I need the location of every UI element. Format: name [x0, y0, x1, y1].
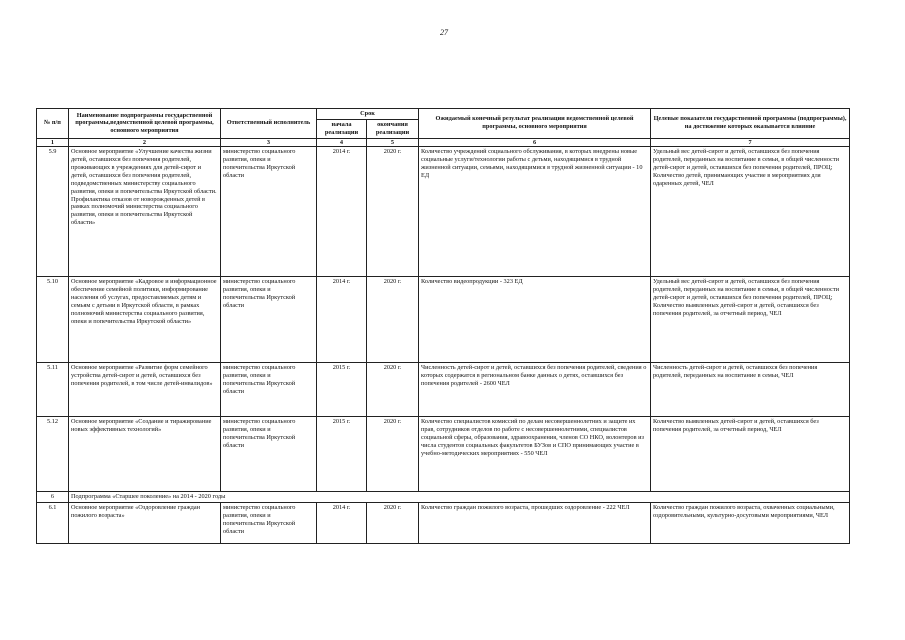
row-number: 5.9 [37, 147, 69, 277]
row-start: 2014 г. [317, 503, 367, 544]
header-indicators: Целевые показатели государственной программы (подпрограммы), на достижение которых оказывается влияние [651, 109, 850, 139]
column-number: 3 [221, 138, 317, 147]
table-row [37, 277, 850, 363]
table-row [37, 503, 850, 544]
header-row [37, 109, 850, 120]
row-measure-name: Основное мероприятие «Развитие форм семейного устройства детей-сирот и детей, оставшихся без попечения родителей, в том числе детей-инвалидов» [69, 363, 221, 417]
row-result: Численность детей-сирот и детей, оставшихся без попечения родителей, сведения о которых содержатся в региональном банке данных о детях, оставшихся без попечения родителей - 2600 ЧЕЛ [419, 363, 651, 417]
column-number: 1 [37, 138, 69, 147]
header-result: Ожидаемый конечный результат реализации ведомственной целевой программы, основного мероприятия [419, 109, 651, 139]
subprogram-number: 6 [37, 492, 69, 503]
row-start: 2015 г. [317, 417, 367, 492]
row-result: Количество видеопродукции - 323 ЕД [419, 277, 651, 363]
row-measure-name: Основное мероприятие «Оздоровление граждан пожилого возраста» [69, 503, 221, 544]
column-numbers-row [37, 138, 850, 147]
row-executor: министерство социального развития, опеки и попечительства Иркутской области [221, 503, 317, 544]
table-row [37, 417, 850, 492]
row-end: 2020 г. [367, 147, 419, 277]
column-number: 5 [367, 138, 419, 147]
row-indicators: Численность детей-сирот и детей, оставшихся без попечения родителей, переданных на воспитание в семьи, ЧЕЛ [651, 363, 850, 417]
table-row [37, 363, 850, 417]
row-number: 5.10 [37, 277, 69, 363]
row-measure-name: Основное мероприятие «Создание и тиражирование новых эффективных технологий» [69, 417, 221, 492]
header-num: № п/п [37, 109, 69, 139]
row-result: Количество граждан пожилого возраста, прошедших оздоровление - 222 ЧЕЛ [419, 503, 651, 544]
header-term: Срок [317, 109, 419, 120]
row-indicators: Удельный вес детей-сирот и детей, оставшихся без попечения родителей, переданных на воспитание в семьи, в общей численности детей-сирот и детей, оставшихся без попечения родителей, ПРОЦ; Количество выявленных детей-сирот и детей, оставшихся без попечения родителей, за отчетный период, ЧЕЛ [651, 277, 850, 363]
row-start: 2014 г. [317, 277, 367, 363]
column-number: 6 [419, 138, 651, 147]
column-number: 4 [317, 138, 367, 147]
header-executor: Ответственный исполнитель [221, 109, 317, 139]
row-result: Количество учреждений социального обслуживания, в которых внедрены новые социальные услуги/технологии работы с детьми, находящимися в трудной жизненной ситуации, семьями, находящимися в трудной жизненной ситуации - 10 ЕД [419, 147, 651, 277]
row-measure-name: Основное мероприятие «Улучшение качества жизни детей, оставшихся без попечения родителей, проживающих в учреждениях для детей-сирот и детей, оставшихся без попечения родителей, подведомственных министерству социального развития, опеки и попечительства Иркутской области. Профилактика отказов от новорожденных детей в рамках полномочий министерства социального развития, опеки и попечительства Иркутской области» [69, 147, 221, 277]
header-end: окончания реализации [367, 119, 419, 138]
row-end: 2020 г. [367, 503, 419, 544]
row-executor: министерство социального развития, опеки и попечительства Иркутской области [221, 363, 317, 417]
measures-table [36, 108, 850, 544]
row-end: 2020 г. [367, 277, 419, 363]
row-result: Количество специалистов комиссий по делам несовершеннолетних и защите их прав, сотрудников отделов по работе с несовершеннолетними, специалистов социальной сферы, образования, здравоохранения, членов СО НКО, волонтеров из числа студентов социальных факультетов БУЗов и СПО принимающих участие в учебно-методических мероприятиях - 550 ЧЕЛ [419, 417, 651, 492]
row-measure-name: Основное мероприятие «Кадровое и информационное обеспечение семейной политики, информирование населения об услугах, предоставляемых детям и семьям с детьми в Иркутской области, в рамках полномочий министерства социального развития, опеки и попечительства Иркутской области» [69, 277, 221, 363]
row-indicators: Количество граждан пожилого возраста, охваченных социальными, оздоровительными, культурно-досуговыми мероприятиями, ЧЕЛ [651, 503, 850, 544]
column-number: 2 [69, 138, 221, 147]
row-executor: министерство социального развития, опеки и попечительства Иркутской области [221, 147, 317, 277]
row-executor: министерство социального развития, опеки и попечительства Иркутской области [221, 277, 317, 363]
page-number: 27 [440, 28, 448, 37]
row-number: 6.1 [37, 503, 69, 544]
row-number: 5.12 [37, 417, 69, 492]
row-end: 2020 г. [367, 417, 419, 492]
header-name: Наименование подпрограммы государственной программы,ведомственной целевой программы, основного мероприятия [69, 109, 221, 139]
row-number: 5.11 [37, 363, 69, 417]
subprogram-title: Подпрограмма «Старшее поколение» на 2014 - 2020 годы [69, 492, 850, 503]
row-indicators: Количество выявленных детей-сирот и детей, оставшихся без попечения родителей, за отчетный период, ЧЕЛ [651, 417, 850, 492]
subprogram-row [37, 492, 850, 503]
row-executor: министерство социального развития, опеки и попечительства Иркутской области [221, 417, 317, 492]
row-start: 2014 г. [317, 147, 367, 277]
column-number: 7 [651, 138, 850, 147]
row-start: 2015 г. [317, 363, 367, 417]
table-row [37, 147, 850, 277]
header-start: начала реализации [317, 119, 367, 138]
row-indicators: Удельный вес детей-сирот и детей, оставшихся без попечения родителей, переданных на воспитание в семьи, в общей численности детей-сирот и детей, оставшихся без попечения родителей, ПРОЦ; Количество детей, принимающих участие в мероприятиях для одаренных детей, ЧЕЛ [651, 147, 850, 277]
row-end: 2020 г. [367, 363, 419, 417]
